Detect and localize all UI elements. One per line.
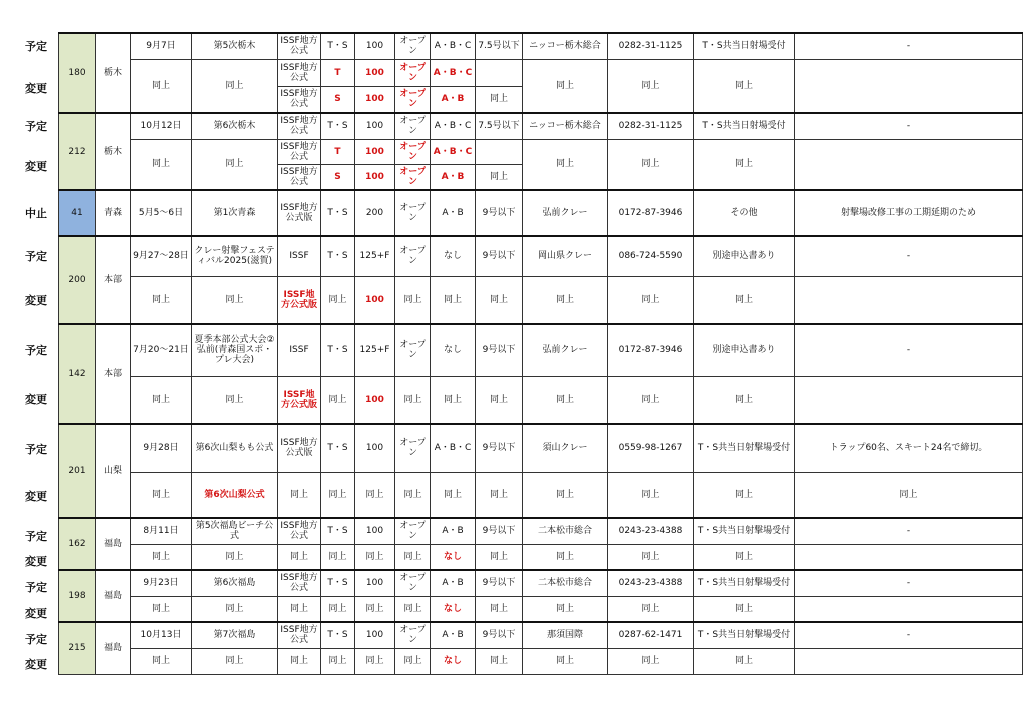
schedule-table	[58, 32, 1023, 675]
grade: A・B	[431, 570, 476, 596]
status-label: 中止	[25, 207, 47, 220]
venue: 二本松市総合	[523, 518, 608, 544]
table-row	[59, 33, 1023, 59]
category: 同上	[395, 596, 431, 622]
reception: 同上	[694, 472, 795, 518]
targets: 100	[355, 518, 395, 544]
phone: 0243-23-4388	[608, 518, 694, 544]
date: 9月27～28日	[131, 236, 192, 276]
shot-size	[476, 59, 523, 86]
reception: T・S共当日射撃場受付	[694, 424, 795, 472]
entry-id: 180	[59, 33, 96, 113]
event-name: 同上	[192, 276, 278, 324]
remarks: -	[795, 236, 1023, 276]
phone: 同上	[608, 596, 694, 622]
remarks: トラップ60名、スキート24名で締切。	[795, 424, 1023, 472]
reception: T・S共当日射場受付	[694, 33, 795, 59]
date: 5月5～6日	[131, 190, 192, 236]
category: オープン	[395, 424, 431, 472]
date: 同上	[131, 596, 192, 622]
type: 同上	[321, 376, 355, 424]
targets: 100	[355, 33, 395, 59]
grade: A・B	[431, 190, 476, 236]
status-label: 予定	[25, 344, 47, 357]
targets: 100	[355, 86, 395, 113]
category: オープン	[395, 139, 431, 164]
reception: T・S共当日射場受付	[694, 113, 795, 139]
targets: 200	[355, 190, 395, 236]
reception: 同上	[694, 376, 795, 424]
remarks	[795, 376, 1023, 424]
entry-id: 212	[59, 113, 96, 190]
status-label: 予定	[25, 120, 47, 133]
targets: 100	[355, 276, 395, 324]
prefecture: 福島	[96, 518, 131, 570]
status-label: 予定	[25, 443, 47, 456]
targets: 100	[355, 113, 395, 139]
category: オープン	[395, 33, 431, 59]
status-label: 変更	[25, 555, 47, 568]
shot-size: 同上	[476, 596, 523, 622]
remarks: -	[795, 324, 1023, 376]
table-row	[59, 324, 1023, 376]
class: ISSF	[278, 236, 321, 276]
phone: 0282-31-1125	[608, 113, 694, 139]
remarks	[795, 596, 1023, 622]
category: オープン	[395, 190, 431, 236]
phone: 0243-23-4388	[608, 570, 694, 596]
class: ISSF	[278, 324, 321, 376]
targets: 125+F	[355, 236, 395, 276]
category: 同上	[395, 276, 431, 324]
venue: 同上	[523, 276, 608, 324]
shot-size: 9号以下	[476, 190, 523, 236]
grade: A・B・C	[431, 59, 476, 86]
venue: 弘前クレー	[523, 190, 608, 236]
table-row	[59, 622, 1023, 648]
phone: 0287-62-1471	[608, 622, 694, 648]
reception: T・S共当日射撃場受付	[694, 622, 795, 648]
date: 10月12日	[131, 113, 192, 139]
table-row	[59, 596, 1023, 622]
table-row	[59, 113, 1023, 139]
reception: その他	[694, 190, 795, 236]
event-name: 第6次栃木	[192, 113, 278, 139]
table-row	[59, 59, 1023, 86]
phone: 0172-87-3946	[608, 324, 694, 376]
targets: 同上	[355, 648, 395, 674]
category: オープン	[395, 622, 431, 648]
shot-size: 9号以下	[476, 518, 523, 544]
remarks: -	[795, 518, 1023, 544]
shot-size: 同上	[476, 276, 523, 324]
remarks	[795, 276, 1023, 324]
venue: ニッコー栃木総合	[523, 33, 608, 59]
entry-id: 142	[59, 324, 96, 424]
entry-id: 215	[59, 622, 96, 674]
class: ISSF地方公式	[278, 622, 321, 648]
phone: 同上	[608, 376, 694, 424]
event-name: 第5次栃木	[192, 33, 278, 59]
shot-size: 同上	[476, 376, 523, 424]
shot-size: 9号以下	[476, 622, 523, 648]
grade: 同上	[431, 276, 476, 324]
category: 同上	[395, 648, 431, 674]
targets: 100	[355, 424, 395, 472]
remarks: 射撃場改修工事の工期延期のため	[795, 190, 1023, 236]
status-label: 予定	[25, 250, 47, 263]
type: 同上	[321, 544, 355, 570]
entry-id: 162	[59, 518, 96, 570]
venue: 同上	[523, 648, 608, 674]
remarks	[795, 59, 1023, 113]
venue: 同上	[523, 59, 608, 113]
status-label: 変更	[25, 160, 47, 173]
category: オープン	[395, 59, 431, 86]
category: 同上	[395, 472, 431, 518]
remarks: -	[795, 570, 1023, 596]
reception: T・S共当日射撃場受付	[694, 518, 795, 544]
phone: 0559-98-1267	[608, 424, 694, 472]
prefecture: 山梨	[96, 424, 131, 518]
targets: 同上	[355, 544, 395, 570]
venue: 弘前クレー	[523, 324, 608, 376]
targets: 100	[355, 376, 395, 424]
type: T・S	[321, 424, 355, 472]
date: 7月20～21日	[131, 324, 192, 376]
grade: A・B	[431, 518, 476, 544]
type: T・S	[321, 113, 355, 139]
type: T・S	[321, 518, 355, 544]
shot-size: 7.5号以下	[476, 33, 523, 59]
shot-size	[476, 139, 523, 164]
reception: 同上	[694, 544, 795, 570]
targets: 125+F	[355, 324, 395, 376]
table-row	[59, 544, 1023, 570]
class: 同上	[278, 596, 321, 622]
targets: 100	[355, 570, 395, 596]
reception: 同上	[694, 596, 795, 622]
entry-id: 41	[59, 190, 96, 236]
targets: 100	[355, 59, 395, 86]
phone: 086-724-5590	[608, 236, 694, 276]
prefecture: 栃木	[96, 33, 131, 113]
category: オープン	[395, 518, 431, 544]
prefecture: 福島	[96, 570, 131, 622]
prefecture: 福島	[96, 622, 131, 674]
shot-size: 同上	[476, 86, 523, 113]
targets: 100	[355, 622, 395, 648]
class: ISSF地方公式版	[278, 276, 321, 324]
grade: A・B	[431, 622, 476, 648]
status-label: 予定	[25, 40, 47, 53]
table-row	[59, 190, 1023, 236]
class: ISSF地方公式版	[278, 376, 321, 424]
venue: 那須国際	[523, 622, 608, 648]
shot-size: 9号以下	[476, 236, 523, 276]
class: ISSF地方公式	[278, 518, 321, 544]
status-label: 変更	[25, 294, 47, 307]
grade: 同上	[431, 376, 476, 424]
date: 同上	[131, 544, 192, 570]
type: T・S	[321, 236, 355, 276]
table-row	[59, 376, 1023, 424]
remarks	[795, 648, 1023, 674]
type: T・S	[321, 190, 355, 236]
reception: 同上	[694, 648, 795, 674]
phone: 同上	[608, 472, 694, 518]
phone: 同上	[608, 544, 694, 570]
table-row	[59, 236, 1023, 276]
type: 同上	[321, 648, 355, 674]
status-label: 変更	[25, 607, 47, 620]
phone: 同上	[608, 139, 694, 190]
class: ISSF地方公式	[278, 570, 321, 596]
venue: 須山クレー	[523, 424, 608, 472]
type: T・S	[321, 622, 355, 648]
event-name: 第6次福島	[192, 570, 278, 596]
category: 同上	[395, 376, 431, 424]
category: 同上	[395, 544, 431, 570]
targets: 同上	[355, 472, 395, 518]
event-name: 同上	[192, 59, 278, 113]
targets: 100	[355, 139, 395, 164]
event-name: 第6次山梨公式	[192, 472, 278, 518]
table-row	[59, 424, 1023, 472]
reception: 同上	[694, 139, 795, 190]
class: ISSF地方公式	[278, 59, 321, 86]
grade: なし	[431, 648, 476, 674]
remarks: -	[795, 622, 1023, 648]
phone: 同上	[608, 276, 694, 324]
date: 9月23日	[131, 570, 192, 596]
grade: A・B・C	[431, 424, 476, 472]
shot-size: 同上	[476, 164, 523, 190]
event-name: 同上	[192, 544, 278, 570]
shot-size: 9号以下	[476, 424, 523, 472]
event-name: 第7次福島	[192, 622, 278, 648]
status-label: 変更	[25, 490, 47, 503]
status-label: 変更	[25, 393, 47, 406]
shot-size: 9号以下	[476, 324, 523, 376]
grade: 同上	[431, 472, 476, 518]
remarks: 同上	[795, 472, 1023, 518]
remarks: -	[795, 113, 1023, 139]
type: T	[321, 139, 355, 164]
type: T・S	[321, 324, 355, 376]
reception: 別途申込書あり	[694, 324, 795, 376]
event-name: 第5次福島ビーチ公式	[192, 518, 278, 544]
table-row	[59, 472, 1023, 518]
reception: 同上	[694, 276, 795, 324]
type: S	[321, 164, 355, 190]
event-name: 同上	[192, 648, 278, 674]
shot-size: 同上	[476, 648, 523, 674]
reception: 同上	[694, 59, 795, 113]
category: オープン	[395, 86, 431, 113]
remarks: -	[795, 33, 1023, 59]
grade: A・B・C	[431, 139, 476, 164]
venue: 二本松市総合	[523, 570, 608, 596]
date: 9月28日	[131, 424, 192, 472]
event-name: 同上	[192, 139, 278, 190]
shot-size: 同上	[476, 544, 523, 570]
venue: 同上	[523, 596, 608, 622]
phone: 同上	[608, 648, 694, 674]
class: ISSF地方公式	[278, 33, 321, 59]
phone: 0282-31-1125	[608, 33, 694, 59]
venue: 岡山県クレー	[523, 236, 608, 276]
prefecture: 栃木	[96, 113, 131, 190]
table-row	[59, 139, 1023, 164]
shot-size: 7.5号以下	[476, 113, 523, 139]
date: 同上	[131, 376, 192, 424]
class: 同上	[278, 544, 321, 570]
status-label: 予定	[25, 633, 47, 646]
class: ISSF地方公式版	[278, 190, 321, 236]
date: 10月13日	[131, 622, 192, 648]
reception: 別途申込書あり	[694, 236, 795, 276]
event-name: 同上	[192, 376, 278, 424]
event-name: 夏季本部公式大会②弘前(青森国スポ・プレ大会)	[192, 324, 278, 376]
shot-size: 9号以下	[476, 570, 523, 596]
category: オープン	[395, 113, 431, 139]
date: 8月11日	[131, 518, 192, 544]
date: 同上	[131, 276, 192, 324]
category: オープン	[395, 570, 431, 596]
class: ISSF地方公式	[278, 139, 321, 164]
type: 同上	[321, 596, 355, 622]
venue: 同上	[523, 472, 608, 518]
date: 9月7日	[131, 33, 192, 59]
entry-id: 200	[59, 236, 96, 324]
grade: なし	[431, 324, 476, 376]
event-name: クレー射撃フェスティバル2025(滋賀)	[192, 236, 278, 276]
reception: T・S共当日射撃場受付	[694, 570, 795, 596]
venue: 同上	[523, 544, 608, 570]
grade: なし	[431, 596, 476, 622]
event-name: 第6次山梨もも公式	[192, 424, 278, 472]
prefecture: 本部	[96, 236, 131, 324]
class: 同上	[278, 648, 321, 674]
type: 同上	[321, 276, 355, 324]
class: 同上	[278, 472, 321, 518]
entry-id: 201	[59, 424, 96, 518]
date: 同上	[131, 139, 192, 190]
category: オープン	[395, 324, 431, 376]
category: オープン	[395, 236, 431, 276]
grade: なし	[431, 236, 476, 276]
shot-size: 同上	[476, 472, 523, 518]
grade: なし	[431, 544, 476, 570]
event-name: 同上	[192, 596, 278, 622]
targets: 100	[355, 164, 395, 190]
type: S	[321, 86, 355, 113]
remarks	[795, 139, 1023, 190]
type: T・S	[321, 570, 355, 596]
venue: ニッコー栃木総合	[523, 113, 608, 139]
table-row	[59, 276, 1023, 324]
grade: A・B・C	[431, 33, 476, 59]
class: ISSF地方公式版	[278, 424, 321, 472]
targets: 同上	[355, 596, 395, 622]
date: 同上	[131, 648, 192, 674]
prefecture: 本部	[96, 324, 131, 424]
table-row	[59, 518, 1023, 544]
remarks	[795, 544, 1023, 570]
date: 同上	[131, 59, 192, 113]
phone: 同上	[608, 59, 694, 113]
grade: A・B	[431, 164, 476, 190]
status-label: 予定	[25, 581, 47, 594]
table-row	[59, 648, 1023, 674]
type: T	[321, 59, 355, 86]
type: 同上	[321, 472, 355, 518]
table-row	[59, 570, 1023, 596]
event-name: 第1次青森	[192, 190, 278, 236]
venue: 同上	[523, 376, 608, 424]
class: ISSF地方公式	[278, 113, 321, 139]
venue: 同上	[523, 139, 608, 190]
category: オープン	[395, 164, 431, 190]
status-label: 予定	[25, 530, 47, 543]
phone: 0172-87-3946	[608, 190, 694, 236]
grade: A・B	[431, 86, 476, 113]
grade: A・B・C	[431, 113, 476, 139]
class: ISSF地方公式	[278, 164, 321, 190]
date: 同上	[131, 472, 192, 518]
status-label: 変更	[25, 658, 47, 671]
class: ISSF地方公式	[278, 86, 321, 113]
status-label: 変更	[25, 82, 47, 95]
prefecture: 青森	[96, 190, 131, 236]
entry-id: 198	[59, 570, 96, 622]
type: T・S	[321, 33, 355, 59]
